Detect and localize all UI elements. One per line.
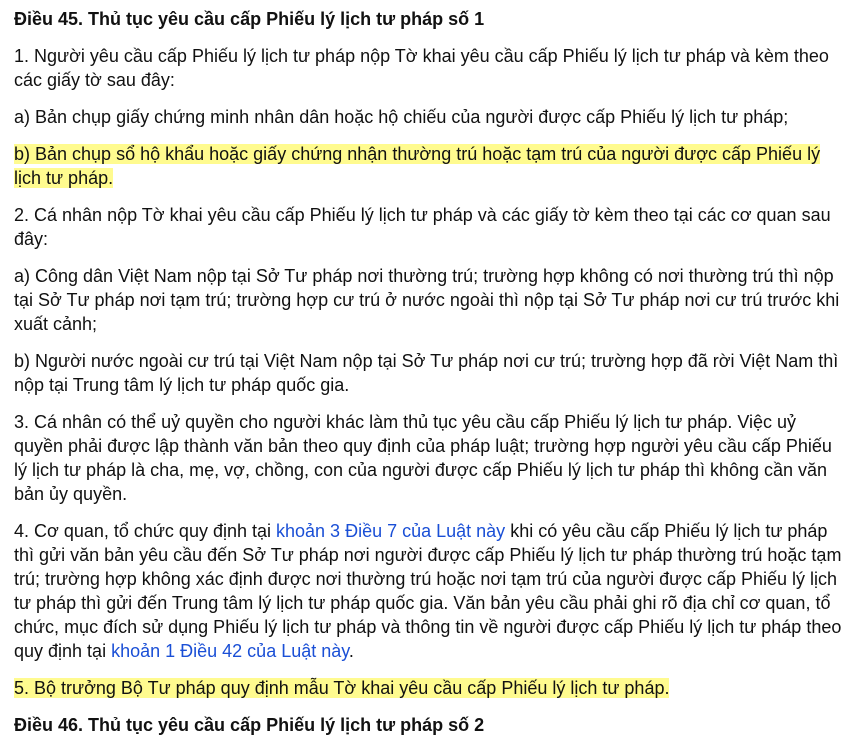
paragraph-1: 1. Người yêu cầu cấp Phiếu lý lịch tư pháp nộp Tờ khai yêu cầu cấp Phiếu lý lịch tư pháp và kèm theo các giấy tờ sau đây: (14, 46, 829, 90)
paragraph-2b: b) Người nước ngoài cư trú tại Việt Nam nộp tại Sở Tư pháp nơi cư trú; trường hợp đã rời Việt Nam thì nộp tại Trung tâm lý lịch tư pháp quốc gia. (14, 351, 839, 395)
paragraph-1b (14, 142, 845, 190)
paragraph-4 (14, 519, 845, 663)
paragraph-4-text-start: 4. Cơ quan, tổ chức quy định tại (14, 521, 277, 541)
paragraph-4-text-middle: khi có yêu cầu cấp Phiếu lý lịch tư pháp thì gửi văn bản yêu cầu đến Sở Tư pháp nơi người được cấp Phiếu lý lịch tư pháp thường trú hoặc tạm trú; trường hợp không xác định được nơi thường trú hoặc nơi tạm trú của người được cấp Phiếu lý lịch tư pháp thì gửi đến Trung tâm lý lịch tư pháp quốc gia. Văn bản yêu cầu phải ghi rõ địa chỉ cơ quan, tổ chức, mục đích sử dụng Phiếu lý lịch tư pháp và thông tin về người được cấp Phiếu lý lịch tư pháp theo quy định tại (14, 521, 842, 661)
highlighted-text[interactable]: b) Bản chụp sổ hộ khẩu hoặc giấy chứng nhận thường trú hoặc tạm trú của người được cấp Phiếu lý lịch tư pháp. (14, 144, 821, 188)
paragraph-5 (14, 676, 845, 700)
paragraph-3: 3. Cá nhân có thể uỷ quyền cho người khác làm thủ tục yêu cầu cấp Phiếu lý lịch tư pháp. Việc uỷ quyền phải được lập thành văn bản theo quy định của pháp luật; trường hợp người yêu cầu cấp Phiếu lý lịch tư pháp là cha, mẹ, vợ, chồng, con của người được cấp Phiếu lý lịch tư pháp thì không cần văn bản ủy quyền. (14, 412, 832, 504)
article-title: Điều 45. Thủ tục yêu cầu cấp Phiếu lý lịch tư pháp số 1 (14, 9, 485, 29)
paragraph-1a: a) Bản chụp giấy chứng minh nhân dân hoặc hộ chiếu của người được cấp Phiếu lý lịch tư pháp; (14, 107, 789, 127)
next-article-title: Điều 46. Thủ tục yêu cầu cấp Phiếu lý lịch tư pháp số 2 (14, 715, 485, 735)
paragraph-4-text-end: . (348, 641, 354, 661)
law-reference-link-1[interactable]: khoản 3 Điều 7 của Luật này (276, 521, 506, 541)
paragraph-2: 2. Cá nhân nộp Tờ khai yêu cầu cấp Phiếu lý lịch tư pháp và các giấy tờ kèm theo tại các cơ quan sau đây: (14, 205, 831, 249)
law-reference-link-2[interactable]: khoản 1 Điều 42 của Luật này (111, 641, 349, 661)
paragraph-2a: a) Công dân Việt Nam nộp tại Sở Tư pháp nơi thường trú; trường hợp không có nơi thường trú thì nộp tại Sở Tư pháp nơi tạm trú; trường hợp cư trú ở nước ngoài thì nộp tại Sở Tư pháp nơi cư trú trước khi xuất cảnh; (14, 266, 840, 334)
highlighted-text[interactable]: 5. Bộ trưởng Bộ Tư pháp quy định mẫu Tờ khai yêu cầu cấp Phiếu lý lịch tư pháp. (14, 678, 670, 698)
